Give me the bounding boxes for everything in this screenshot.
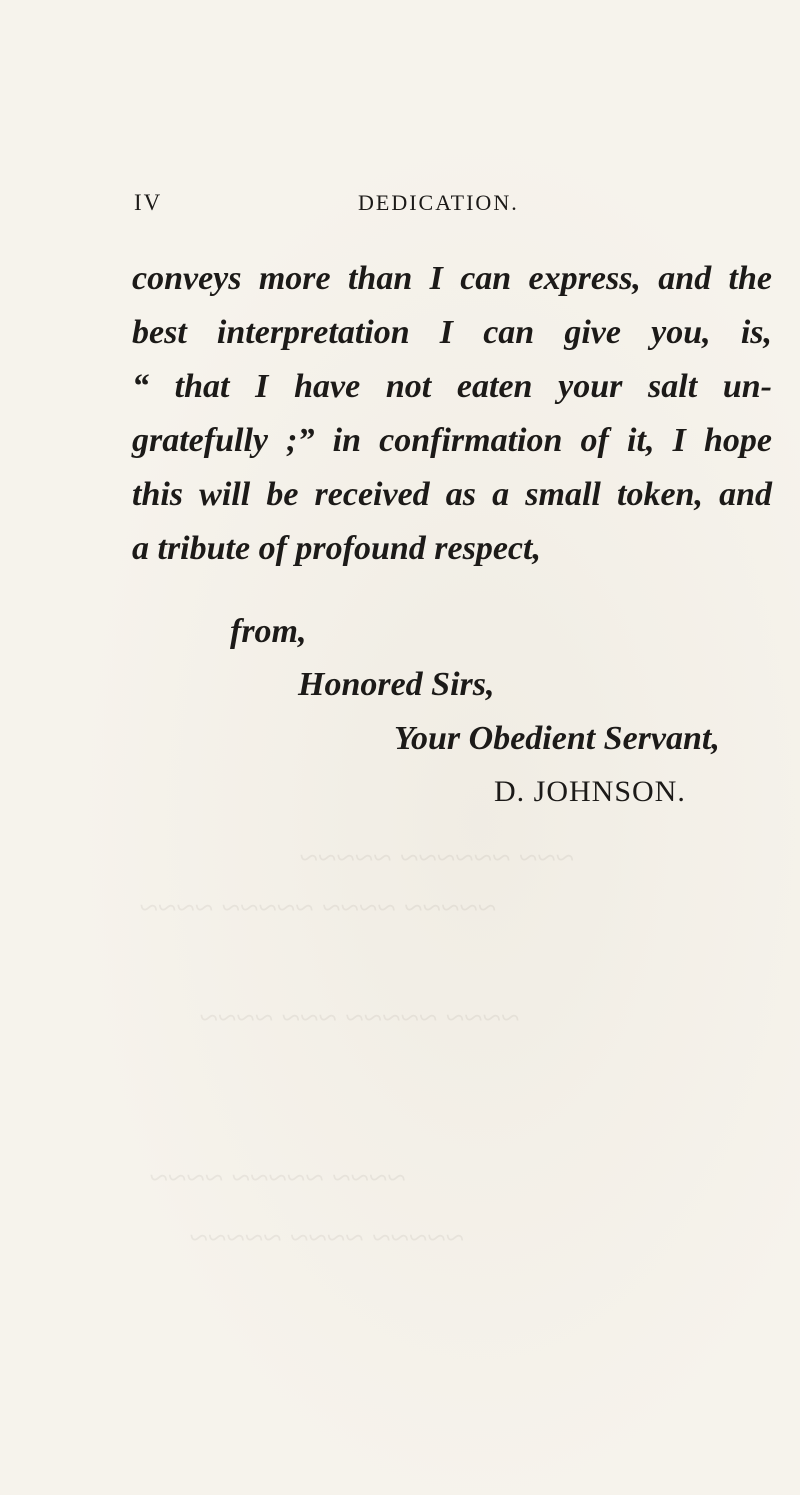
text-line: a tribute of profound respect,	[132, 530, 541, 567]
text-line: this will be received as a small token, and	[132, 476, 772, 513]
show-through-texture: ~~~~~ ~~~~ ~~~~~ ~~~~	[140, 890, 497, 927]
dedication-paragraph	[132, 252, 772, 576]
text-line: “ that I have not eaten your salt un-	[132, 368, 772, 405]
closing-from: from,	[230, 613, 307, 650]
running-head-title: DEDICATION.	[358, 190, 519, 215]
text-line: conveys more than I can express, and the	[132, 260, 772, 297]
text-line: gratefully ;” in confirmation of it, I hope	[132, 422, 772, 459]
closing-valediction: Your Obedient Servant,	[394, 720, 720, 757]
show-through-texture: ~~~ ~~~~~~ ~~~~~	[300, 840, 575, 877]
author-signature: D. JOHNSON.	[494, 775, 686, 808]
show-through-texture: ~~~~ ~~~~~ ~~~ ~~~~	[200, 1000, 520, 1037]
show-through-texture: ~~~~~ ~~~~ ~~~~~	[190, 1220, 465, 1257]
closing-salutation: Honored Sirs,	[298, 666, 495, 703]
show-through-texture: ~~~~ ~~~~~ ~~~~	[150, 1160, 407, 1197]
page-number: IV	[134, 190, 163, 215]
text-line: best interpretation I can give you, is,	[132, 314, 772, 351]
running-head	[0, 190, 800, 220]
